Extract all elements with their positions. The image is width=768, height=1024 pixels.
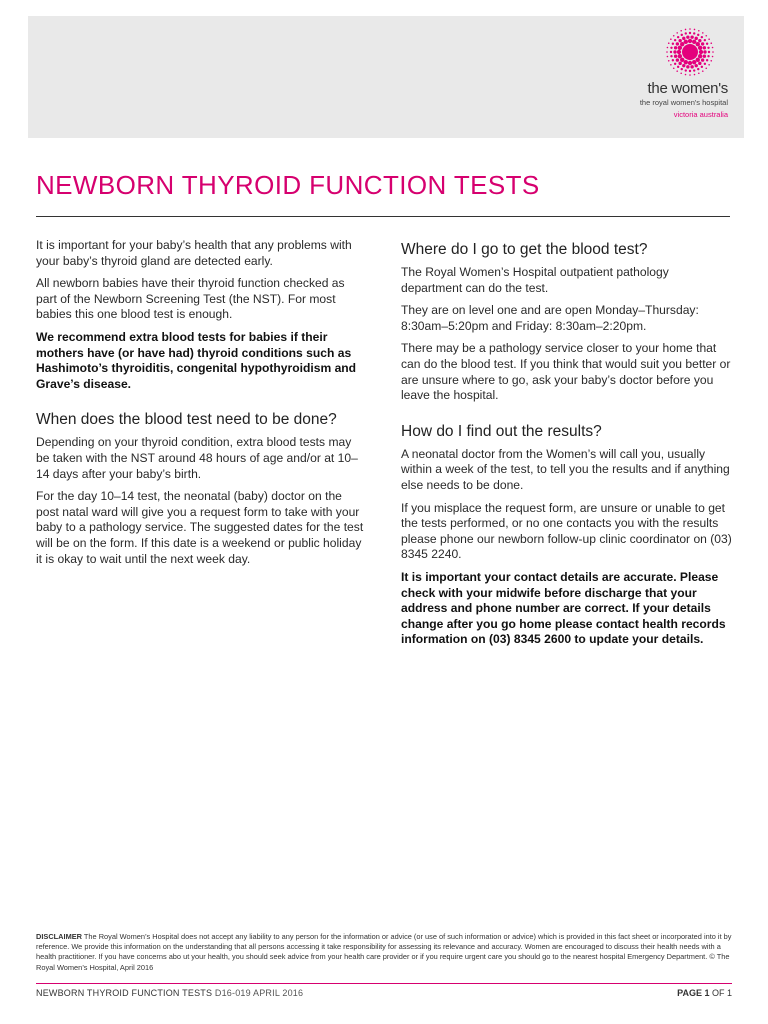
logo-dot (702, 70, 704, 72)
logo-dot (668, 42, 670, 44)
logo-dot (688, 39, 692, 43)
logo-name: the women's (647, 80, 728, 97)
logo-dot (686, 35, 689, 38)
misplaced-form-paragraph: If you misplace the request form, are unsure or unable to get the tests performed, or no one contacts you with the results please phone our newborn follow-up clinic coordinator on (03) 8345 2240. (401, 500, 732, 562)
logo-dot (706, 59, 708, 61)
logo-dot (685, 69, 687, 71)
logo-dot (674, 46, 677, 49)
logo-dot (670, 51, 672, 53)
disclaimer-text: The Royal Women’s Hospital does not accept any liability to any person for the information or advice (or use of such information or advice) which is provided in this fact sheet or incorporated into it by reference. We provide this information on the understanding that all persons accessing it take responsibility for assessing its relevance and accuracy. Women are encouraged to discuss their health needs with a health practitioner. If you have concerns abo ut your health, you should seek advice from your health care provider or if you require urgent care you should go to the nearest hospital Emergency Department. © The Royal Women’s Hospital, April 2016 (36, 932, 732, 972)
logo-dot (701, 66, 703, 68)
logo-dot (677, 66, 679, 68)
logo-dot (673, 67, 675, 69)
logo-dot (699, 50, 703, 54)
page-of: OF 1 (711, 988, 732, 998)
logo-dot (707, 55, 709, 57)
logo-dot (708, 51, 710, 53)
title-divider (36, 216, 730, 217)
logo-dot (708, 38, 710, 40)
logo-dot (693, 69, 695, 71)
logo-dot (668, 60, 670, 62)
logo-dot (677, 50, 681, 54)
logo-dot (689, 74, 691, 76)
logo-dot (688, 61, 692, 65)
logo-subtitle: the royal women's hospital (639, 98, 728, 107)
section-heading-when: When does the blood test need to be done? (36, 411, 337, 429)
logo-dot (674, 63, 676, 65)
logo-dot (676, 32, 678, 34)
logo-dot (703, 50, 706, 53)
logo-dot (698, 30, 700, 32)
logo-dot (697, 68, 699, 70)
timing-paragraph: Depending on your thyroid condition, extra blood tests may be taken with the NST around 48 hours of age and/or at 10–14 days after your baby’s birth. (36, 435, 358, 481)
section-heading-results: How do I find out the results? (401, 422, 602, 440)
logo-dot (672, 59, 674, 61)
logo-dot (680, 30, 682, 32)
logo-dot (685, 74, 687, 76)
logo-dot (685, 29, 687, 31)
logo-dot (676, 42, 679, 45)
logo-dot (706, 43, 708, 45)
results-call-paragraph: A neonatal doctor from the Women’s will call you, usually within a week of the test, to tell you the results and if anything else needs to be done. (401, 446, 730, 492)
left-column (36, 238, 368, 574)
closer-service-paragraph: There may be a pathology service closer to your home that can do the blood test. If you think that would suit you better or are unsure where to go, ask your baby’s doctor before you leave the hospital. (401, 341, 731, 403)
logo-dot (678, 54, 682, 58)
logo-dot (695, 64, 698, 67)
logo-dot (712, 51, 714, 53)
logo-dot (670, 55, 672, 57)
logo-dot (673, 35, 675, 37)
logo-dot (680, 72, 682, 74)
logo-dot (678, 62, 681, 65)
logo-dot (698, 62, 701, 65)
logo-dot (698, 46, 702, 50)
logo-dot (689, 28, 691, 30)
logo-dot (682, 64, 685, 67)
logo-dot (710, 42, 712, 44)
logo-dot (689, 32, 691, 34)
logo-dot (666, 51, 668, 53)
pathology-paragraph: The Royal Women’s Hospital outpatient pathology department can do the test. (401, 265, 669, 295)
logo-dot (712, 47, 714, 49)
logo-dot (670, 64, 672, 66)
logo-dot (692, 60, 696, 64)
footer-doc-title: NEWBORN THYROID FUNCTION TESTS (36, 988, 213, 998)
page-title: NEWBORN THYROID FUNCTION TESTS (36, 170, 540, 200)
logo-dot (685, 32, 687, 34)
request-form-paragraph: For the day 10–14 test, the neonatal (baby) doctor on the post natal ward will give you a request form to take with your baby to a pathology service. The suggested dates for the test will be on the form. If this date is a weekend or public holiday it is okay to wait until the next week day. (36, 489, 364, 566)
logo-dot (707, 47, 709, 49)
logo-dot (676, 58, 679, 61)
footer-ref: D16-019 APRIL 2016 (214, 988, 304, 998)
logo-dot (701, 36, 703, 38)
logo-dot (708, 64, 710, 66)
logo-dot (701, 58, 704, 61)
footer-divider (36, 983, 732, 984)
logo-dot (667, 47, 669, 49)
logo-dot (670, 38, 672, 40)
recommendation-paragraph: We recommend extra blood tests for babies if their mothers have (or have had) thyroid conditions such as Hashimoto’s thyroiditis, congenital hypothyroidism and Grave’s disease. (36, 329, 357, 391)
logo-dot (681, 68, 683, 70)
logo-dot (682, 37, 685, 40)
logo-dot (681, 34, 683, 36)
disclaimer-label: DISCLAIMER (36, 932, 82, 941)
screening-paragraph: All newborn babies have their thyroid function checked as part of the Newborn Screening Test (the NST). For most babies this one blood test is enough. (36, 276, 345, 322)
logo-center-dot (682, 44, 698, 60)
logo-dot (710, 60, 712, 62)
logo (612, 26, 732, 126)
logo-dot (705, 35, 707, 37)
logo-dot (684, 40, 688, 44)
logo-location: victoria australia (673, 110, 728, 119)
logo-dot (694, 29, 696, 31)
logo-dot (694, 74, 696, 76)
logo-dot (704, 39, 706, 41)
logo-dot (674, 39, 676, 41)
logo-dot (703, 55, 706, 58)
logo-dot (673, 50, 676, 53)
logo-dot (689, 70, 691, 72)
page-label: PAGE 1 (677, 988, 710, 998)
logo-dot (690, 35, 693, 38)
logo-dot (676, 70, 678, 72)
disclaimer (36, 932, 732, 973)
sunburst-dots-icon (652, 26, 728, 78)
logo-dot (672, 43, 674, 45)
logo-dot (677, 36, 679, 38)
logo-dot (686, 65, 689, 68)
footer-title (36, 988, 303, 998)
logo-dot (667, 56, 669, 58)
logo-dot (678, 39, 681, 42)
logo-dot (670, 47, 672, 49)
logo-dot (698, 39, 701, 42)
logo-dot (702, 32, 704, 34)
logo-dot (701, 42, 704, 45)
hours-paragraph: They are on level one and are open Monday–Thursday: 8:30am–5:20pm and Friday: 8:30am–2:20pm. (401, 303, 699, 333)
logo-dot (712, 56, 714, 58)
logo-dot (693, 32, 695, 34)
logo-dot (705, 67, 707, 69)
right-column (401, 240, 733, 655)
logo-dot (690, 65, 693, 68)
logo-dot (697, 34, 699, 36)
intro-paragraph: It is important for your baby’s health that any problems with your baby’s thyroid gland are detected early. (36, 238, 352, 268)
logo-dot (695, 37, 698, 40)
logo-dot (698, 72, 700, 74)
page-number (677, 988, 732, 998)
contact-details-paragraph: It is important your contact details are accurate. Please check with your midwife before discharge that your address and phone number are correct. If your details change after you go home please contact health records information on (03) 8345 2600 to update your details. (401, 569, 726, 647)
logo-dot (674, 55, 677, 58)
logo-dot (703, 46, 706, 49)
section-heading-where: Where do I go to get the blood test? (401, 241, 648, 258)
logo-dot (704, 63, 706, 65)
